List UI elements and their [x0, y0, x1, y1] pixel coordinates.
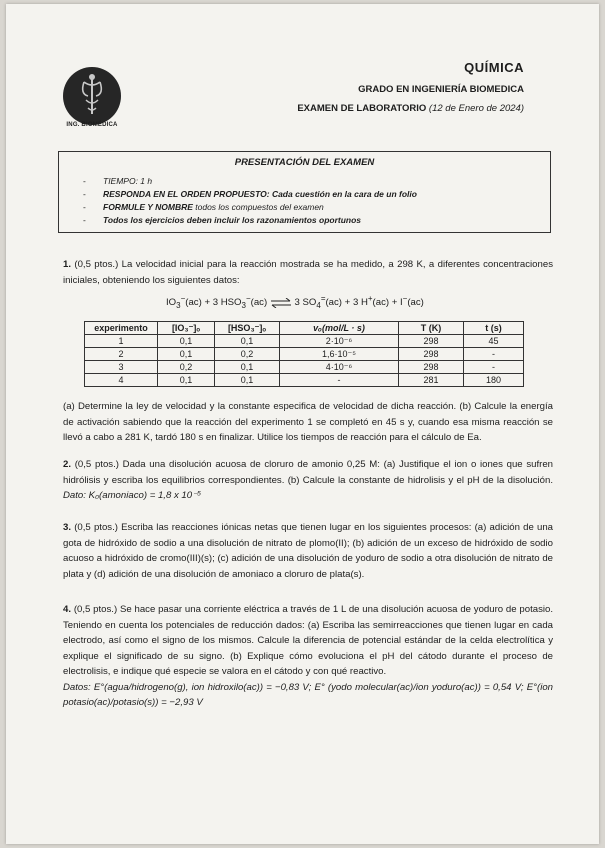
table-cell: 281	[399, 374, 464, 387]
item-label: Todos los ejercicios deben incluir los razonamientos oportunos	[103, 215, 362, 225]
table-header-row	[85, 322, 524, 335]
item-label: TIEMPO: 1 h	[103, 176, 153, 186]
column-header: experimento	[85, 322, 158, 335]
question-data: Datos: E°(agua/hidrogeno(g), ion hidroxilo(ac)) = −0,83 V; E° (yodo molecular(ac)/ion yoduro(ac)) = 0,54 V; E°(ion potasio(ac)/potasio(s)) = −2,93 V	[63, 681, 553, 708]
item-label: FORMULE Y NOMBRE	[103, 202, 193, 212]
table-cell: 1	[85, 335, 158, 348]
table-cell: -	[464, 361, 524, 374]
equilibrium-arrows-icon	[270, 298, 292, 308]
table-cell: 0,1	[215, 374, 280, 387]
question-1-text: (a) Determine la ley de velocidad y la constante especifica de velocidad de dicha reacción. (b) Calcule la energía de activación sabiendo que la reacción del experimento 1 se completó en 45 s y, cuando esa misma reacción se llevó a cabo a 281 K, tardó 180 s en finalizar. Utilice los tiempos de reacción para el cálculo de Ea.	[63, 401, 553, 443]
column-header: [IO₃⁻]ₒ	[158, 322, 215, 335]
table-cell: 45	[464, 335, 524, 348]
table-row	[85, 348, 524, 361]
presentation-title: PRESENTACIÓN DEL EXAMEN	[234, 157, 375, 168]
presentation-list	[83, 175, 417, 227]
list-item	[83, 214, 417, 227]
column-header: [HSO₃⁻]ₒ	[215, 322, 280, 335]
table-cell: 4	[85, 374, 158, 387]
table-cell: 298	[399, 335, 464, 348]
column-header: t (s)	[464, 322, 524, 335]
table-cell: 180	[464, 374, 524, 387]
question-1-intro	[63, 257, 553, 288]
table-cell: 2·10⁻⁶	[280, 335, 399, 348]
table-cell: 0,2	[158, 361, 215, 374]
list-item	[83, 201, 417, 214]
list-item	[83, 175, 417, 188]
item-label: RESPONDA EN EL ORDEN PROPUESTO:	[103, 189, 270, 199]
question-text: (0,5 ptos.) Escriba las reacciones iónicas netas que tienen lugar en los siguientes procesos: (a) adición de una gota de hidróxido de sodio a una disolución de nitrato de plomo(II); (b) adición de un exceso de hidróxido de sodio acuoso a hidróxido de cromo(III)(s); (c) adición de una disolución de yoduro de sodio a otra disolución de nitrato de plata y (d) adición de una disolución de amoniaco a cloruro de plata(s).	[63, 522, 553, 580]
table-cell: 0,1	[158, 374, 215, 387]
table-cell: -	[280, 374, 399, 387]
table-cell: 2	[85, 348, 158, 361]
table-row	[85, 335, 524, 348]
biomedical-engineering-logo	[62, 66, 122, 126]
table-cell: 298	[399, 361, 464, 374]
exam-title	[297, 103, 524, 114]
column-header: T (K)	[399, 322, 464, 335]
item-rest: todos los compuestos del examen	[192, 202, 324, 212]
kinetics-table	[84, 321, 524, 387]
question-number: 2.	[63, 459, 72, 470]
table-cell: 0,1	[158, 335, 215, 348]
exam-page	[6, 4, 599, 844]
exam-date: (12 de Enero de 2024)	[428, 103, 524, 114]
question-2	[63, 457, 553, 504]
table-cell: 298	[399, 348, 464, 361]
question-4	[63, 602, 553, 711]
question-3	[63, 520, 553, 582]
presentation-box	[58, 151, 551, 233]
table-row	[85, 361, 524, 374]
reaction-equation: $IO_3^-(ac) + 3$ $HSO_3^-(ac)$ 3 $SO_4^=(ac) + 3$ H+(ac) + I−(ac)	[166, 294, 424, 311]
exam-name: EXAMEN DE LABORATORIO	[297, 103, 427, 114]
table-cell: 0,1	[158, 348, 215, 361]
table-cell: 1,6·10⁻⁵	[280, 348, 399, 361]
table-cell: -	[464, 348, 524, 361]
table-cell: 0,2	[215, 348, 280, 361]
list-item	[83, 188, 417, 201]
question-number: 3.	[63, 522, 72, 533]
question-data: Dato: K₀(amoniaco) = 1,8 x 10⁻⁵	[63, 490, 202, 501]
table-cell: 3	[85, 361, 158, 374]
column-header: vₒ(mol/L · s)	[280, 322, 399, 335]
logo-caption: ING. BIOMÉDICA	[66, 122, 118, 128]
question-text: (0,5 ptos.) Se hace pasar una corriente eléctrica a través de 1 L de una disolución acuosa de yoduro de potasio. Teniendo en cuenta los potenciales de reducción dados: (a) Escriba las semirreacciones que tienen lugar en cada electrodo, así como el signo de los mismos. Calcule la diferencia de potencial estándar de la celda electrolítica y explique el significado de su signo. (b) Explique cómo evoluciona el pH del cátodo durante el proceso de electrolisis, e indique qué especie se valora en el cátodo y con qué reactivo.	[63, 604, 553, 677]
table-cell: 4·10⁻⁶	[280, 361, 399, 374]
question-number: 4.	[63, 604, 72, 615]
table-cell: 0,1	[215, 335, 280, 348]
subject-title: QUÍMICA	[464, 60, 524, 75]
table-row	[85, 374, 524, 387]
item-rest: Cada cuestión en la cara de un folio	[269, 189, 417, 199]
question-number: 1.	[63, 259, 72, 270]
question-text: (0,5 ptos.) Dada una disolución acuosa de cloruro de amonio 0,25 M: (a) Justifique el ion o iones que sufren hidrólisis y escriba los equilibrios correspondientes. (b) Calcule la constante de hidrolisis y el pH de la disolución.	[63, 459, 553, 486]
question-text: (0,5 ptos.) La velocidad inicial para la reacción mostrada se ha medido, a 298 K, a diferentes concentraciones iniciales, obteniendo los siguientes datos:	[63, 259, 553, 286]
degree-title: GRADO EN INGENIERÍA BIOMEDICA	[358, 84, 524, 95]
table-cell: 0,1	[215, 361, 280, 374]
